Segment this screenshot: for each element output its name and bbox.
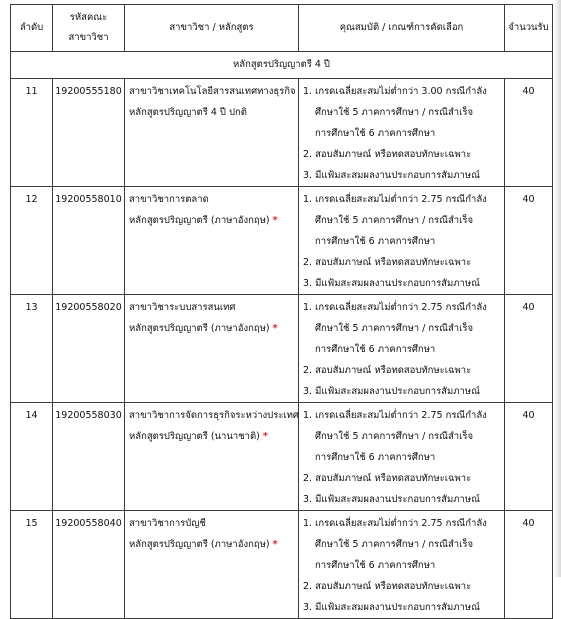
required-star: * — [262, 431, 268, 442]
page-edge-shadow — [554, 0, 561, 577]
row-criteria-cell — [299, 403, 505, 511]
row-program: หลักสูตรปริญญาตรี (ภาษาอังกฤษ) — [129, 215, 270, 226]
header-major: สาขาวิชา / หลักสูตร — [125, 5, 299, 52]
criteria-line: 1. เกรดเฉลี่ยสะสมไม่ต่ำกว่า 3.00 กรณีกำลัง — [303, 86, 487, 97]
section-title: หลักสูตรปริญญาตรี 4 ปี — [11, 52, 553, 79]
row-major-name: สาขาวิชาการจัดการธุรกิจระหว่างประเทศ — [129, 410, 299, 421]
header-code-line2: สาขาวิชา — [68, 32, 109, 43]
row-criteria-cell — [299, 295, 505, 403]
header-criteria: คุณสมบัติ / เกณฑ์การคัดเลือก — [299, 5, 505, 52]
table-body — [11, 52, 553, 619]
required-star: * — [272, 539, 278, 550]
table-row — [11, 79, 553, 187]
row-criteria-cell — [299, 187, 505, 295]
criteria-line: 1. เกรดเฉลี่ยสะสมไม่ต่ำกว่า 2.75 กรณีกำลัง — [303, 194, 487, 205]
header-code — [53, 5, 125, 52]
criteria-line: 3. มีแฟ้มสะสมผลงานประกอบการสัมภาษณ์ — [303, 602, 480, 613]
row-seq: 14 — [11, 403, 53, 511]
criteria-line: การศึกษาใช้ 6 ภาคการศึกษา — [315, 452, 436, 463]
table-row — [11, 403, 553, 511]
row-seats: 40 — [505, 403, 553, 511]
row-major-name: สาขาวิชาเทคโนโลยีสารสนเทศทางธุรกิจ — [129, 86, 296, 97]
document-page — [6, 0, 554, 613]
row-program: หลักสูตรปริญญาตรี (ภาษาอังกฤษ) — [129, 323, 270, 334]
row-seq: 11 — [11, 79, 53, 187]
criteria-line: 2. สอบสัมภาษณ์ หรือทดสอบทักษะเฉพาะ — [303, 365, 472, 376]
criteria-line: 2. สอบสัมภาษณ์ หรือทดสอบทักษะเฉพาะ — [303, 257, 472, 268]
row-program-line — [129, 102, 296, 123]
row-program: หลักสูตรปริญญาตรี (ภาษาอังกฤษ) — [129, 539, 270, 550]
row-seats: 40 — [505, 511, 553, 619]
criteria-line: ศึกษาใช้ 5 ภาคการศึกษา / กรณีสำเร็จ — [315, 539, 474, 550]
criteria-line: การศึกษาใช้ 6 ภาคการศึกษา — [315, 236, 436, 247]
table-row — [11, 295, 553, 403]
row-criteria-cell — [299, 79, 505, 187]
criteria-line: 2. สอบสัมภาษณ์ หรือทดสอบทักษะเฉพาะ — [303, 473, 472, 484]
criteria-line: ศึกษาใช้ 5 ภาคการศึกษา / กรณีสำเร็จ — [315, 431, 474, 442]
row-seq: 15 — [11, 511, 53, 619]
row-major-cell — [125, 511, 299, 619]
criteria-line: การศึกษาใช้ 6 ภาคการศึกษา — [315, 344, 436, 355]
criteria-line: 1. เกรดเฉลี่ยสะสมไม่ต่ำกว่า 2.75 กรณีกำลัง — [303, 410, 487, 421]
row-program-line — [129, 318, 296, 339]
row-seats: 40 — [505, 79, 553, 187]
row-code: 19200558020 — [53, 295, 125, 403]
criteria-line: 3. มีแฟ้มสะสมผลงานประกอบการสัมภาษณ์ — [303, 278, 480, 289]
row-program: หลักสูตรปริญญาตรี (นานาชาติ) — [129, 431, 260, 442]
row-program: หลักสูตรปริญญาตรี 4 ปี ปกติ — [129, 107, 247, 118]
row-program-line — [129, 534, 296, 555]
row-major-name: สาขาวิชาการบัญชี — [129, 518, 206, 529]
row-major-name: สาขาวิชาการตลาด — [129, 194, 209, 205]
row-seats: 40 — [505, 187, 553, 295]
criteria-line: การศึกษาใช้ 6 ภาคการศึกษา — [315, 128, 436, 139]
admission-table — [10, 4, 553, 619]
row-major-cell — [125, 403, 299, 511]
row-code: 19200555180 — [53, 79, 125, 187]
required-star: * — [272, 323, 278, 334]
criteria-line: 2. สอบสัมภาษณ์ หรือทดสอบทักษะเฉพาะ — [303, 581, 472, 592]
row-seats: 40 — [505, 295, 553, 403]
row-major-name: สาขาวิชาระบบสารสนเทศ — [129, 302, 236, 313]
row-seq: 13 — [11, 295, 53, 403]
header-code-line1: รหัสคณะ — [69, 12, 108, 23]
header-row — [11, 5, 553, 52]
row-major-cell — [125, 79, 299, 187]
criteria-line: 1. เกรดเฉลี่ยสะสมไม่ต่ำกว่า 2.75 กรณีกำลัง — [303, 518, 487, 529]
row-criteria-cell — [299, 511, 505, 619]
criteria-line: ศึกษาใช้ 5 ภาคการศึกษา / กรณีสำเร็จ — [315, 323, 474, 334]
header-seats: จำนวนรับ — [505, 5, 553, 52]
row-program-line — [129, 210, 296, 231]
row-code: 19200558030 — [53, 403, 125, 511]
criteria-line: ศึกษาใช้ 5 ภาคการศึกษา / กรณีสำเร็จ — [315, 215, 474, 226]
row-major-cell — [125, 187, 299, 295]
criteria-line: ศึกษาใช้ 5 ภาคการศึกษา / กรณีสำเร็จ — [315, 107, 474, 118]
criteria-line: การศึกษาใช้ 6 ภาคการศึกษา — [315, 560, 436, 571]
row-code: 19200558010 — [53, 187, 125, 295]
row-code: 19200558040 — [53, 511, 125, 619]
criteria-line: 3. มีแฟ้มสะสมผลงานประกอบการสัมภาษณ์ — [303, 386, 480, 397]
row-major-cell — [125, 295, 299, 403]
row-program-line — [129, 426, 296, 447]
criteria-line: 3. มีแฟ้มสะสมผลงานประกอบการสัมภาษณ์ — [303, 494, 480, 505]
row-seq: 12 — [11, 187, 53, 295]
section-row — [11, 52, 553, 79]
criteria-line: 1. เกรดเฉลี่ยสะสมไม่ต่ำกว่า 2.75 กรณีกำลัง — [303, 302, 487, 313]
criteria-line: 3. มีแฟ้มสะสมผลงานประกอบการสัมภาษณ์ — [303, 170, 480, 181]
header-seq: ลำดับ — [11, 5, 53, 52]
table-row — [11, 511, 553, 619]
table-row — [11, 187, 553, 295]
required-star: * — [272, 215, 278, 226]
criteria-line: 2. สอบสัมภาษณ์ หรือทดสอบทักษะเฉพาะ — [303, 149, 472, 160]
